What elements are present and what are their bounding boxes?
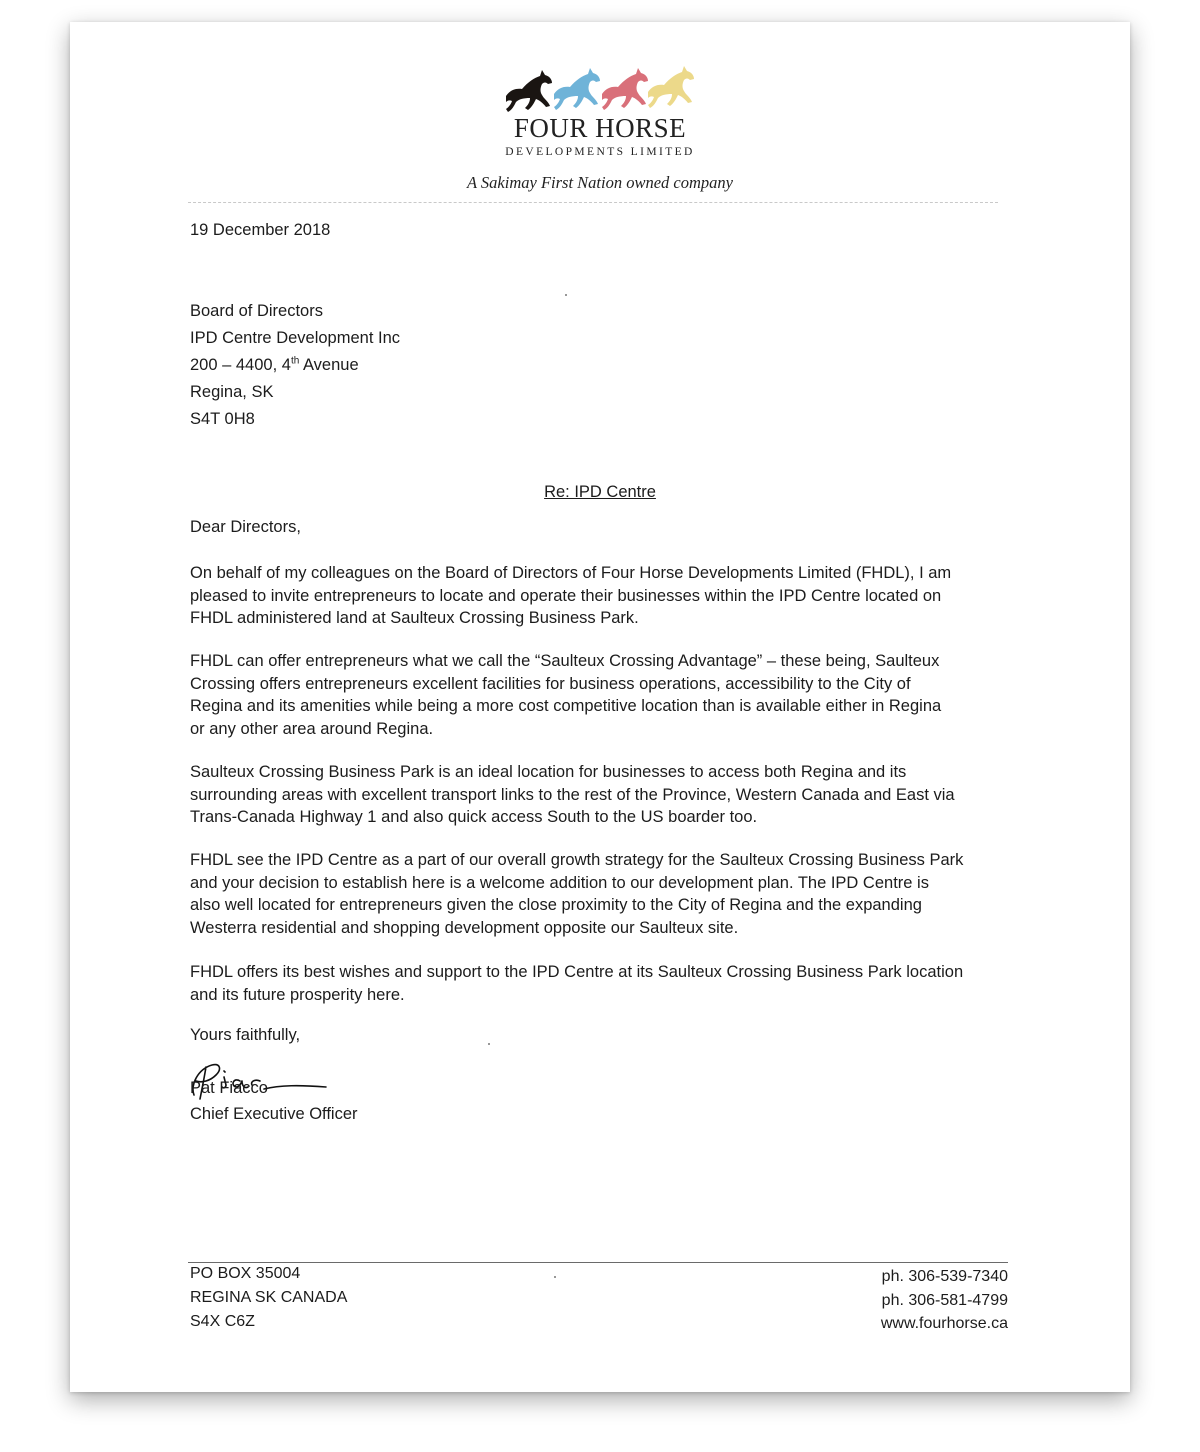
paragraph-line: On behalf of my colleagues on the Board of Directors of Four Horse Developments Limited (FHDL), I am	[190, 564, 952, 582]
paragraph-line: Westerra residential and shopping development opposite our Saulteux site.	[190, 918, 739, 937]
recipient-line	[190, 352, 400, 379]
recipient-line: IPD Centre Development Inc	[190, 329, 401, 347]
letter-subject: Re: IPD Centre	[544, 483, 656, 501]
horse-black-icon	[506, 70, 552, 112]
footer-address	[190, 1262, 347, 1334]
body-paragraph	[190, 650, 1015, 740]
footer-address-line: REGINA SK CANADA	[190, 1289, 348, 1306]
paragraph-line: Trans-Canada Highway 1 and also quick access South to the US boarder too.	[190, 808, 758, 826]
footer-address-line: S4X C6Z	[190, 1313, 255, 1330]
paragraph-line: Saulteux Crossing Business Park is an ideal location for businesses to access both Regina and its	[190, 763, 907, 781]
letter-date: 19 December 2018	[190, 221, 331, 239]
footer-website: www.fourhorse.ca	[880, 1315, 1008, 1332]
horse-pink-icon	[602, 68, 648, 110]
recipient-line: Regina, SK	[190, 383, 274, 401]
horse-blue-icon	[554, 68, 600, 110]
paragraph-line: FHDL offers its best wishes and support to the IPD Centre at its Saulteux Crossing Business Park location	[190, 963, 964, 981]
body-paragraph	[190, 761, 1015, 829]
footer-contact	[881, 1265, 1008, 1336]
signer-name: Pat Fiacco	[190, 1079, 268, 1097]
scan-speck	[565, 294, 567, 296]
paragraph-line: Regina and its amenities while being a more cost competitive location than is available either in Regina	[190, 697, 942, 715]
salutation: Dear Directors,	[190, 518, 301, 536]
paragraph-line: FHDL see the IPD Centre as a part of our overall growth strategy for the Saulteux Crossing Business Park	[190, 851, 964, 869]
recipient-line: S4T 0H8	[190, 410, 255, 428]
body-paragraph	[190, 961, 1015, 1006]
company-subtitle: DEVELOPMENTS LIMITED	[505, 146, 695, 158]
paragraph-line: and its future prosperity here.	[190, 985, 405, 1004]
recipient-street-suffix: Avenue	[299, 356, 359, 374]
paragraph-line: or any other area around Regina.	[190, 719, 434, 738]
paragraph-line: surrounding areas with excellent transport links to the rest of the Province, Western Canada and East via	[190, 785, 955, 804]
footer-address-line: PO BOX 35004	[190, 1265, 301, 1282]
header-divider	[188, 202, 998, 203]
paragraph-line: FHDL can offer entrepreneurs what we call the “Saulteux Crossing Advantage” – these being, Saulteux	[190, 652, 940, 670]
paragraph-line: pleased to invite entrepreneurs to locate and operate their businesses within the IPD Centre located on	[190, 586, 942, 605]
recipient-line: Board of Directors	[190, 302, 323, 320]
footer-phone: ph. 306-539-7340	[881, 1268, 1008, 1285]
paragraph-line: Crossing offers entrepreneurs excellent facilities for business operations, accessibility to the City of	[190, 674, 911, 693]
signer-title: Chief Executive Officer	[190, 1105, 358, 1123]
closing: Yours faithfully,	[190, 1026, 301, 1044]
signer-block	[190, 1075, 358, 1127]
horse-yellow-icon	[648, 66, 694, 108]
company-tagline: A Sakimay First Nation owned company	[467, 173, 733, 192]
body-paragraph	[190, 849, 1015, 939]
paragraph-line: also well located for entrepreneurs given the close proximity to the City of Regina and the expanding	[190, 896, 922, 914]
scan-speck	[554, 1276, 556, 1278]
footer-phone: ph. 306-581-4799	[881, 1291, 1008, 1309]
company-name: FOUR HORSE	[513, 113, 687, 143]
recipient-street-ordinal: th	[290, 355, 300, 367]
recipient-address	[190, 298, 400, 433]
paragraph-line: FHDL administered land at Saulteux Crossing Business Park.	[190, 609, 639, 627]
scan-speck	[488, 1043, 490, 1045]
body-paragraph	[190, 562, 1015, 630]
four-horse-logo	[500, 62, 700, 114]
recipient-street: 200 – 4400, 4	[190, 356, 291, 374]
paragraph-line: and your decision to establish here is a welcome addition to our development plan. The IPD Centre is	[190, 873, 929, 892]
